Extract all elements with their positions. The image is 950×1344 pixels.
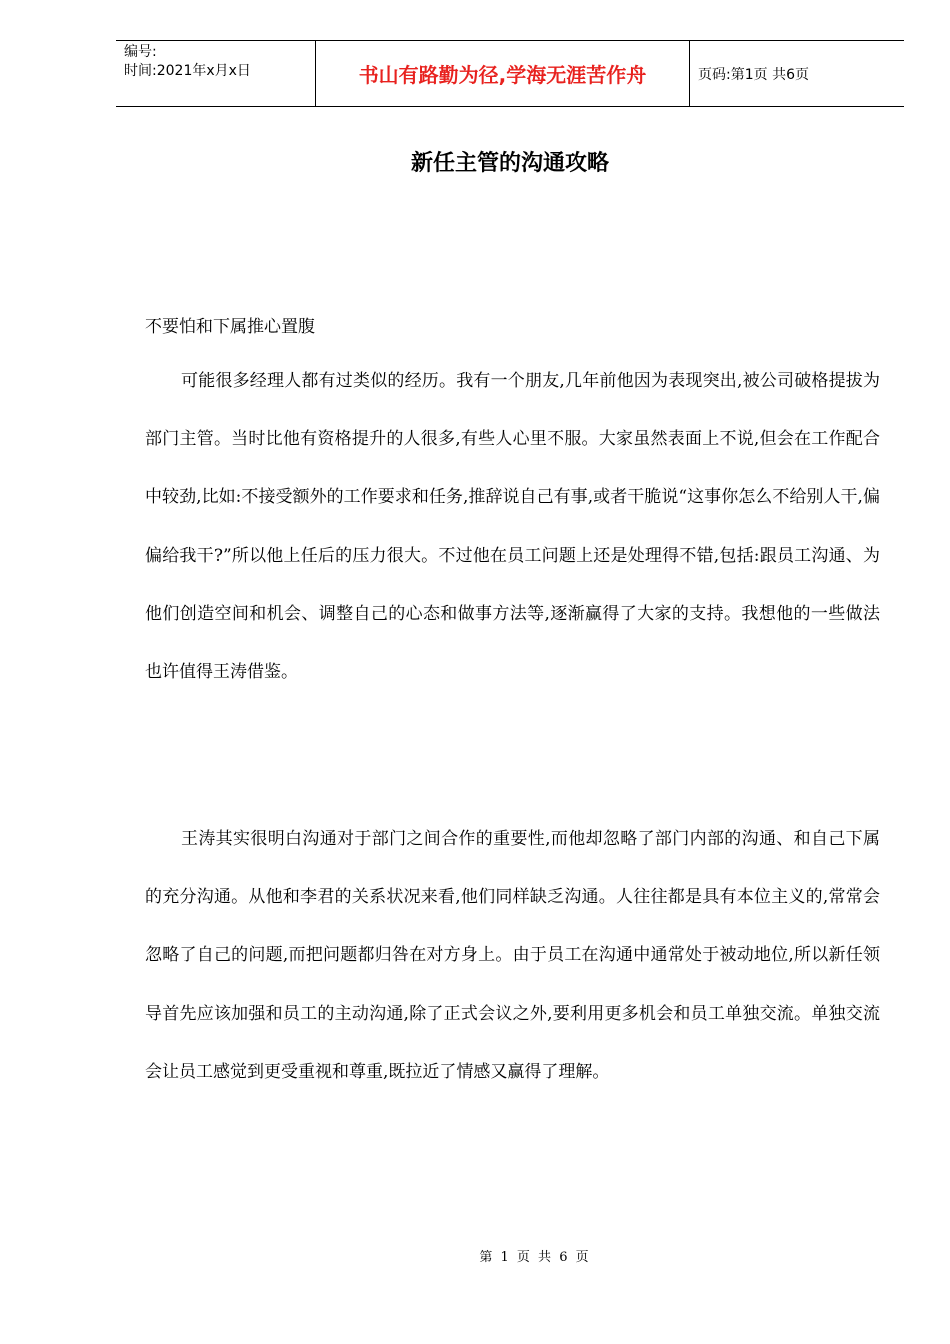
motto-text: 书山有路勤为径,学海无涯苦作舟 (358, 63, 647, 87)
body-paragraph-1: 可能很多经理人都有过类似的经历。我有一个朋友,几年前他因为表现突出,被公司破格提拔为部门主管。当时比他有资格提升的人很多,有些人心里不服。大家虽然表面上不说,但会在工作配合中较劲,比如:不接受额外的工作要求和任务,推辞说自己有事,或者干脆说“这事你怎么不给别人干,偏偏给我干?”所以他上任后的压力很大。不过他在员工问题上还是处理得不错,包括:跟员工沟通、为他们创造空间和机会、调整自己的心态和做事方法等,逐渐赢得了大家的支持。我想他的一些做法也许值得王涛借鉴。 (145, 371, 880, 683)
page-footer: 第 1 页 共 6 页 (479, 1250, 591, 1265)
page-info-cell (690, 41, 904, 106)
page-info-text: 页码:第1页 共6页 (698, 66, 809, 83)
header-meta-cell (116, 41, 316, 106)
document-header (116, 40, 904, 107)
time-label: 时间:2021年x月x日 (124, 63, 251, 79)
section-heading: 不要怕和下属推心置腹 (145, 317, 315, 337)
motto-cell (316, 41, 690, 106)
number-label: 编号: (124, 44, 157, 60)
document-title: 新任主管的沟通攻略 (410, 151, 609, 176)
body-paragraph-2: 王涛其实很明白沟通对于部门之间合作的重要性,而他却忽略了部门内部的沟通、和自己下属的充分沟通。从他和李君的关系状况来看,他们同样缺乏沟通。人往往都是具有本位主义的,常常会忽略了自己的问题,而把问题都归咎在对方身上。由于员工在沟通中通常处于被动地位,所以新任领导首先应该加强和员工的主动沟通,除了正式会议之外,要利用更多机会和员工单独交流。单独交流会让员工感觉到更受重视和尊重,既拉近了情感又赢得了理解。 (145, 829, 880, 1082)
